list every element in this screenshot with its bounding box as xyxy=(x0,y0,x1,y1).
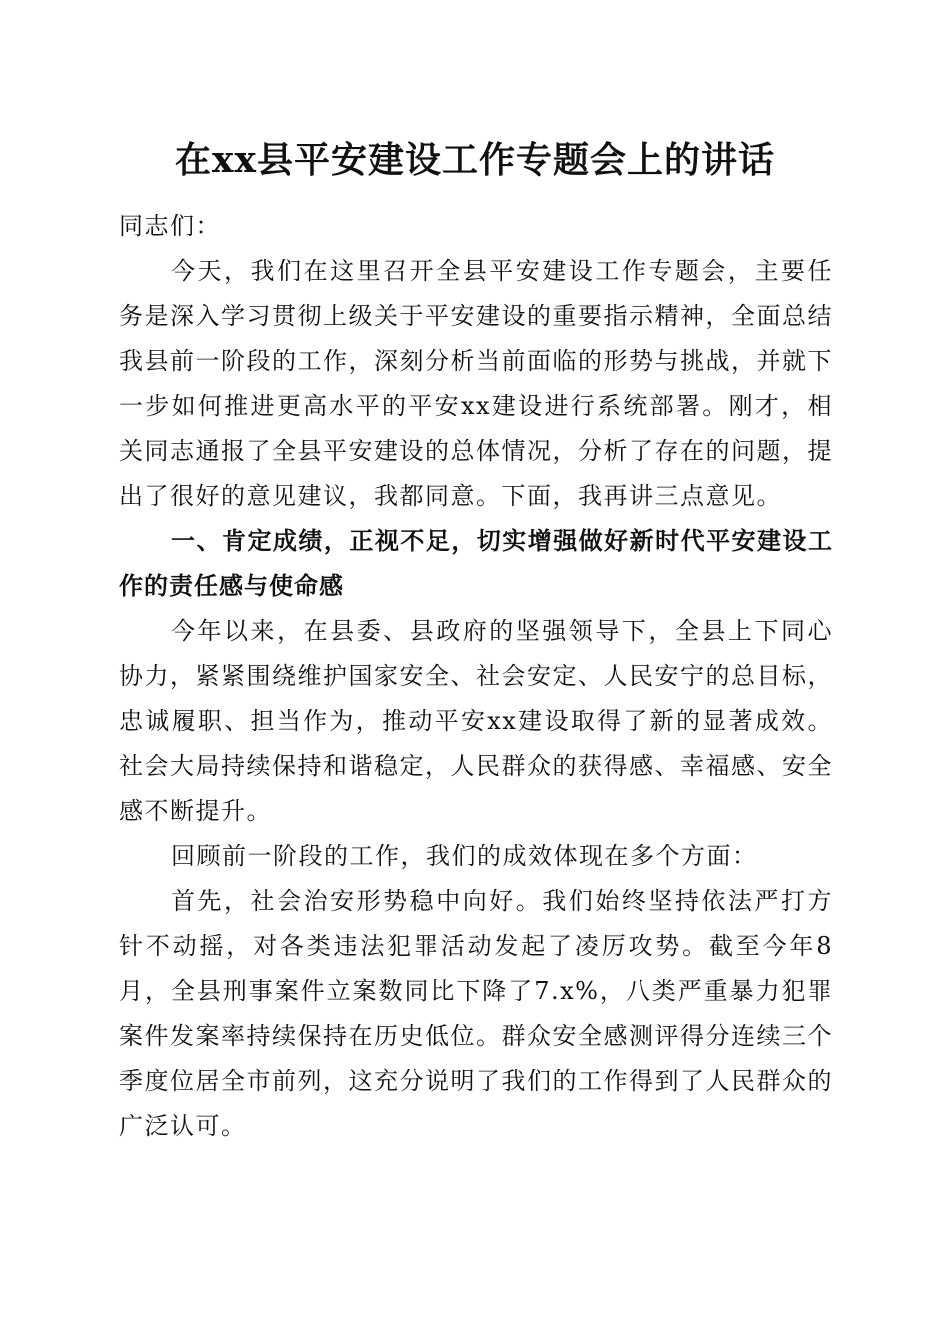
paragraph-review: 回顾前一阶段的工作，我们的成效体现在多个方面： xyxy=(171,842,758,870)
document-body xyxy=(119,204,833,1149)
paragraph-public-security: 首先，社会治安形势稳中向好。我们始终坚持依法严打方针不动摇，对各类违法犯罪活动发起了凌厉攻势。截至今年8月，全县刑事案件立案数同比下降了7.x%，八类严重暴力犯罪案件发案率持续保持在历史低位。群众安全感测评得分连续三个季度位居全市前列，这充分说明了我们的工作得到了人民群众的广泛认可。 xyxy=(119,887,833,1140)
document-title: 在xx县平安建设工作专题会上的讲话 xyxy=(175,139,775,181)
salutation: 同志们： xyxy=(119,212,221,240)
paragraph-achievements: 今年以来，在县委、县政府的坚强领导下，全县上下同心协力，紧紧围绕维护国家安全、社会安定、人民安宁的总目标，忠诚履职、担当作为，推动平安xx建设取得了新的显著成效。社会大局持续保持和谐稳定，人民群众的获得感、幸福感、安全感不断提升。 xyxy=(119,617,833,825)
paragraph-intro: 今天，我们在这里召开全县平安建设工作专题会，主要任务是深入学习贯彻上级关于平安建设的重要指示精神，全面总结我县前一阶段的工作，深刻分析当前面临的形势与挑战，并就下一步如何推进更高水平的平安xx建设进行系统部署。刚才，相关同志通报了全县平安建设的总体情况，分析了存在的问题，提出了很好的意见建议，我都同意。下面，我再讲三点意见。 xyxy=(119,257,833,510)
section-heading-1: 一、肯定成绩，正视不足，切实增强做好新时代平安建设工作的责任感与使命感 xyxy=(119,527,833,600)
